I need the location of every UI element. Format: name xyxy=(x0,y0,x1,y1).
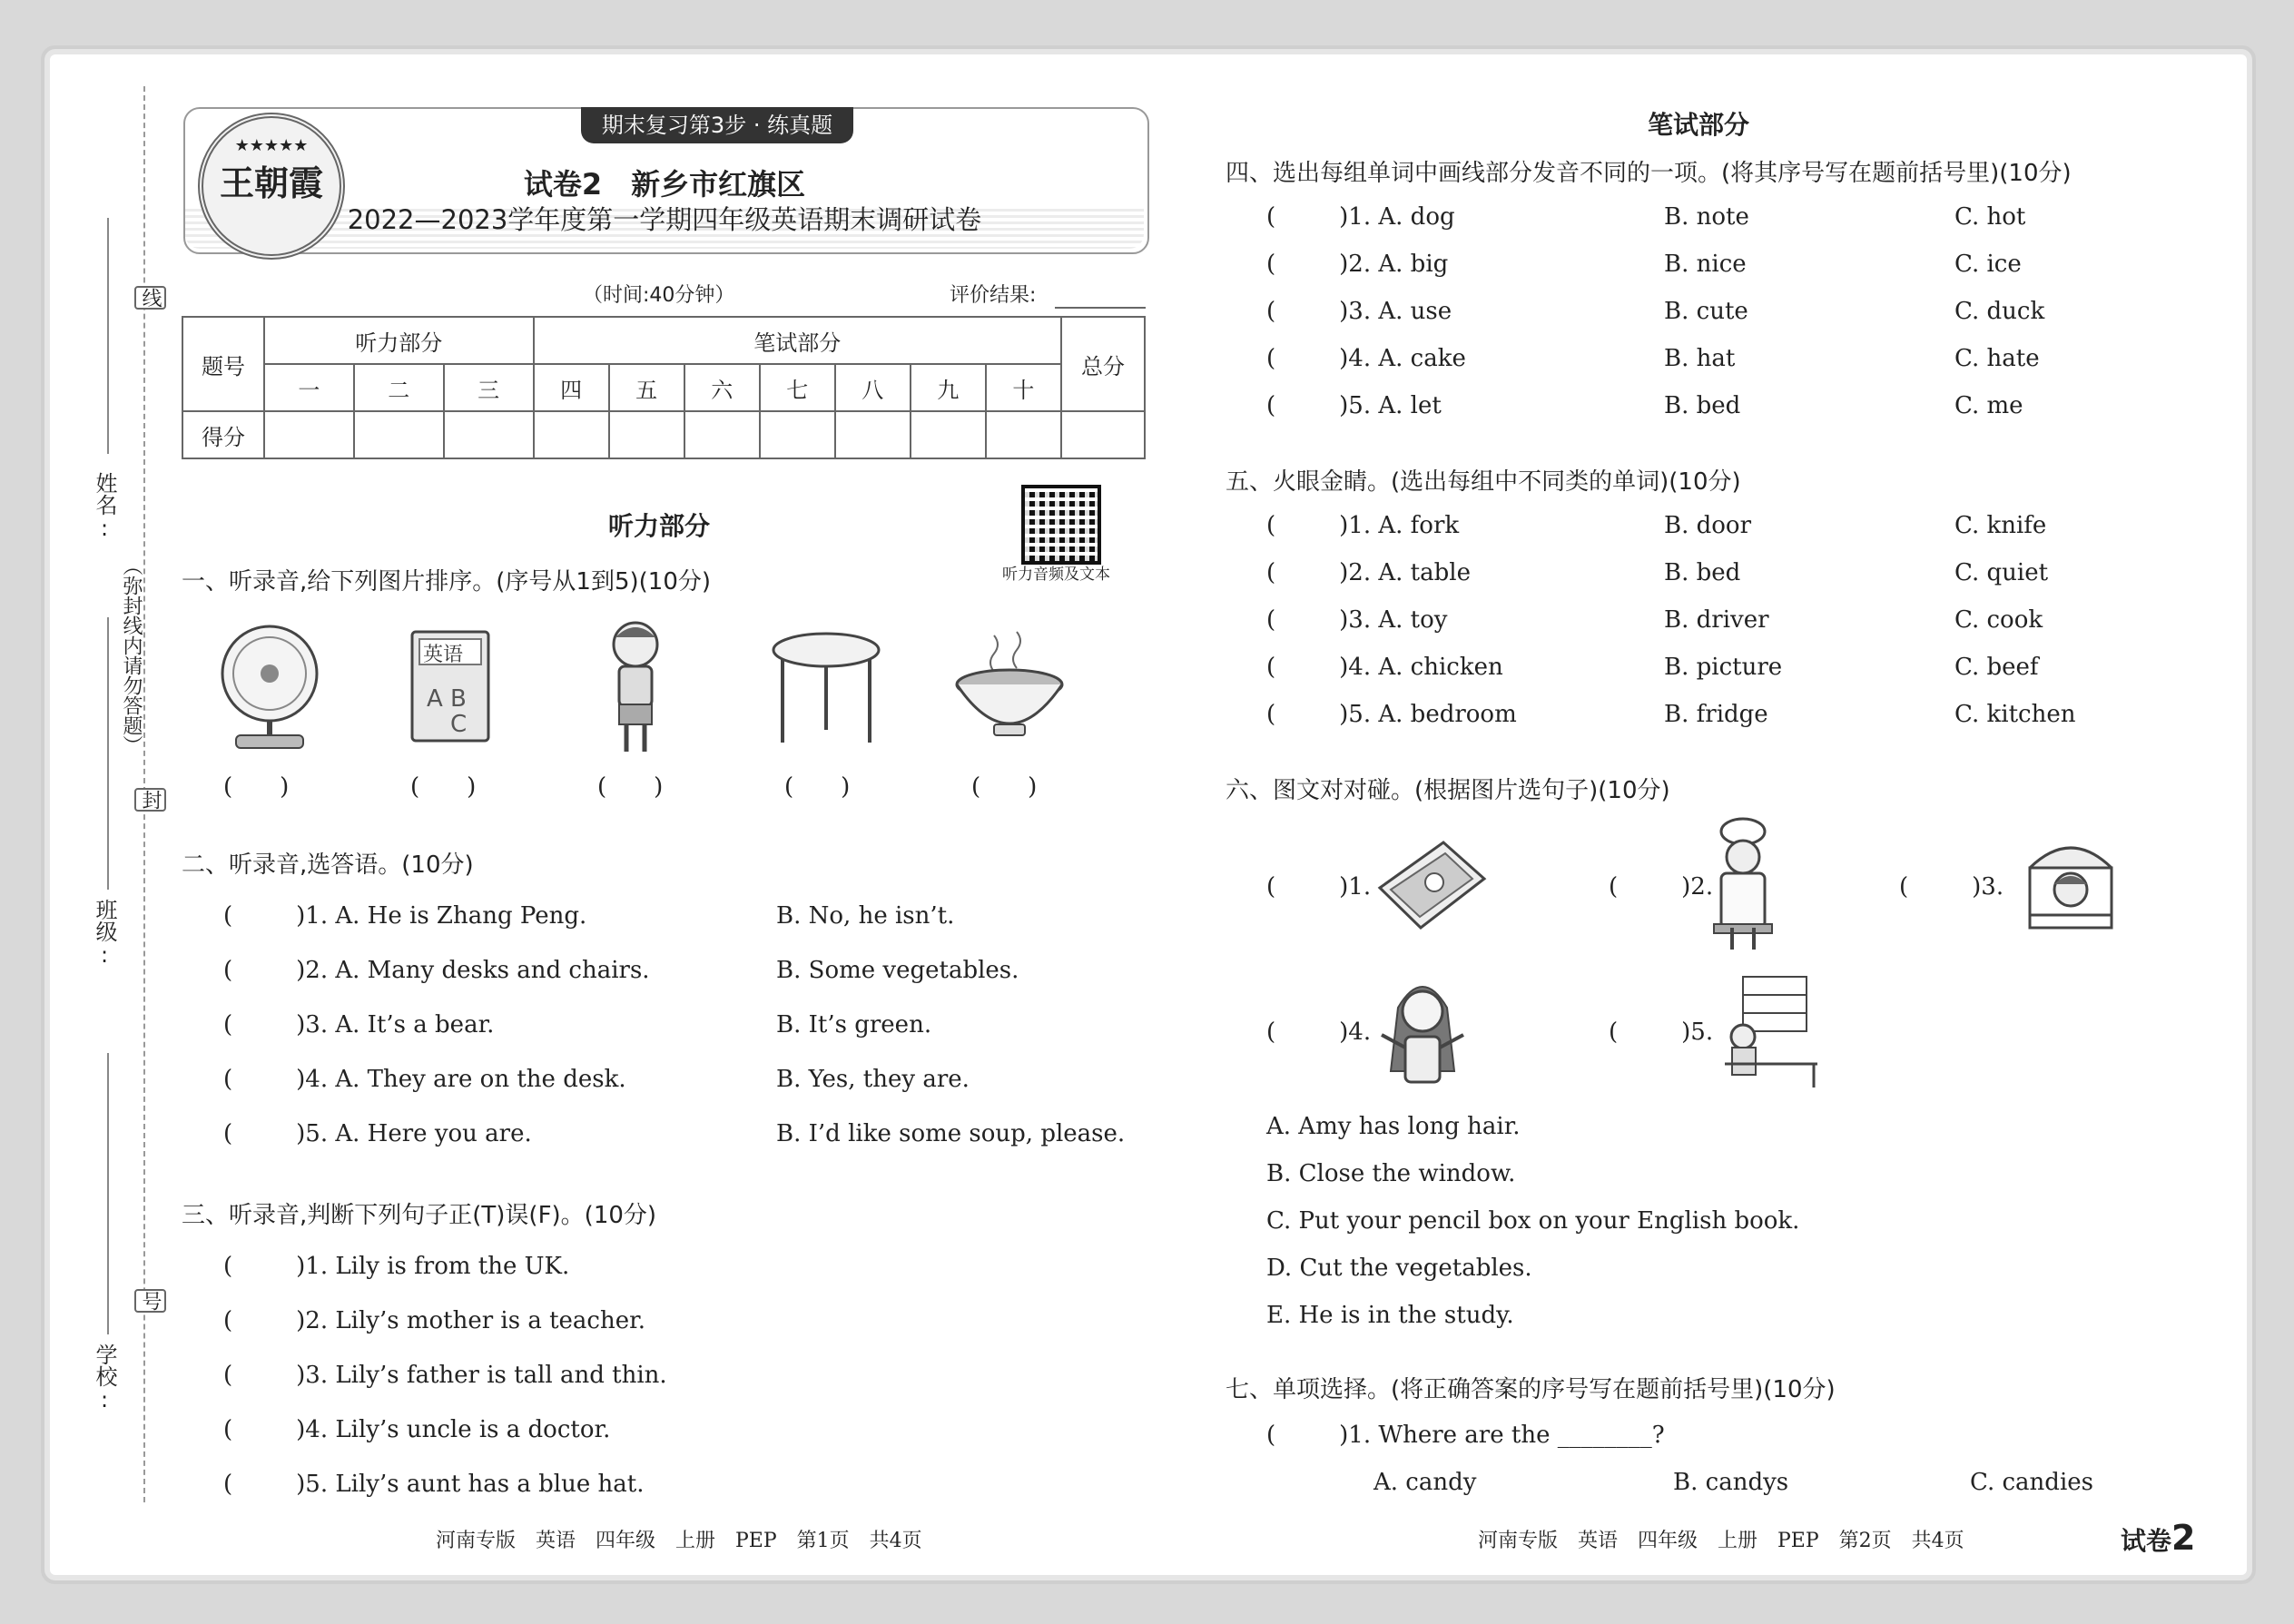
s5-opt-a: )3. A. toy xyxy=(1339,606,1448,634)
s5-opt-c: C. beef xyxy=(1954,654,2039,681)
s4-item: ( )3. A. use xyxy=(1266,298,1452,325)
s3-item-text: )5. Lily’s aunt has a blue hat. xyxy=(296,1471,645,1498)
s4-item: ( )1. A. dog xyxy=(1266,203,1455,231)
score-cell[interactable] xyxy=(609,411,684,458)
section7-title: 七、单项选择。(将正确答案的序号写在题前括号里)(10分) xyxy=(1226,1376,1836,1403)
s5-opt-c: C. cook xyxy=(1954,606,2043,634)
section4-title: 四、选出每组单词中画线部分发音不同的一项。(将其序号写在题前括号里)(10分) xyxy=(1226,160,2072,187)
paper-tag-label: 试卷 xyxy=(2121,1526,2172,1556)
score-cell[interactable] xyxy=(444,411,534,458)
th-num: 四 xyxy=(534,364,609,411)
s5-opt-b: B. bed xyxy=(1664,559,1741,586)
s6-num: ( )5. xyxy=(1609,1019,1714,1046)
section6-title: 六、图文对对碰。(根据图片选句子)(10分) xyxy=(1226,777,1670,804)
exam-title: 试卷2 新乡市红旗区 xyxy=(523,167,806,202)
th-total: 总分 xyxy=(1061,317,1145,411)
s3-item: ( )4. Lily’s uncle is a doctor. xyxy=(223,1416,611,1443)
logo-text: 王朝霞 xyxy=(219,162,323,203)
s2-item-a: )2. A. Many desks and chairs. xyxy=(296,957,650,984)
s5-opt-a: )1. A. fork xyxy=(1339,512,1460,539)
s3-item-text: )3. Lily’s father is tall and thin. xyxy=(296,1362,667,1389)
s5-opt-a: )2. A. table xyxy=(1339,559,1471,586)
s4-opt-b: B. cute xyxy=(1664,298,1748,325)
th-num: 一 xyxy=(264,364,354,411)
s7-q1: ( )1. Where are the ________? xyxy=(1266,1422,1665,1449)
star-icons: ★★★★★ xyxy=(234,136,309,155)
s6-num: ( )2. xyxy=(1609,873,1714,901)
s3-item: ( )1. Lily is from the UK. xyxy=(223,1253,570,1280)
s1-answer-paren[interactable]: ( ) xyxy=(597,773,664,801)
s6-num: ( )1. xyxy=(1266,873,1372,901)
s6-num: ( )3. xyxy=(1899,873,2004,901)
score-cell[interactable] xyxy=(684,411,760,458)
section3-title: 三、听录音,判断下列句子正(T)误(F)。(10分) xyxy=(182,1202,657,1229)
exam-sheet xyxy=(50,54,2247,1575)
s6-option: C. Put your pencil box on your English book. xyxy=(1266,1207,1800,1235)
s6-option: B. Close the window. xyxy=(1266,1160,1516,1187)
s5-opt-a: )5. A. bedroom xyxy=(1339,701,1517,728)
s2-item-b: B. No, he isn’t. xyxy=(776,902,955,930)
s2-item-b: B. I’d like some soup, please. xyxy=(776,1120,1126,1147)
s1-answer-paren[interactable]: ( ) xyxy=(971,773,1038,801)
exam-subtitle: 2022—2023学年度第一学期四年级英语期末调研试卷 xyxy=(347,204,982,235)
s5-item: ( )5. A. bedroom xyxy=(1266,701,1517,728)
s4-item: ( )5. A. let xyxy=(1266,392,1442,419)
svg-text:C: C xyxy=(450,711,468,738)
s4-opt-a: )2. A. big xyxy=(1339,251,1449,278)
pencil-box-icon xyxy=(1371,833,1489,935)
s3-item: ( )3. Lily’s father is tall and thin. xyxy=(223,1362,667,1389)
th-num: 二 xyxy=(354,364,444,411)
score-cell[interactable] xyxy=(534,411,609,458)
class-label: 班级: xyxy=(92,899,117,968)
s6-num-text: )3. xyxy=(1972,873,2004,901)
s7-opt-a: A. candy xyxy=(1373,1469,1477,1496)
s4-opt-c: C. ice xyxy=(1954,251,2022,278)
th-writing: 笔试部分 xyxy=(534,317,1061,364)
section2-title: 二、听录音,选答语。(10分) xyxy=(182,851,474,879)
s5-item: ( )3. A. toy xyxy=(1266,606,1448,634)
s5-opt-c: C. knife xyxy=(1954,512,2047,539)
s1-answer-paren[interactable]: ( ) xyxy=(410,773,477,801)
name-label: 姓名: xyxy=(92,472,117,541)
s4-opt-a: )3. A. use xyxy=(1339,298,1452,325)
s6-num-text: )2. xyxy=(1681,873,1714,901)
s4-item: ( )2. A. big xyxy=(1266,251,1449,278)
footer-right: 河南专版 英语 四年级 上册 PEP 第2页 共4页 xyxy=(1478,1530,1964,1552)
th-num: 六 xyxy=(684,364,760,411)
s5-item: ( )1. A. fork xyxy=(1266,512,1460,539)
th-num: 七 xyxy=(760,364,835,411)
s5-opt-c: C. quiet xyxy=(1954,559,2049,586)
s2-item-b: B. Some vegetables. xyxy=(776,957,1019,984)
s2-item: ( )5. A. Here you are. xyxy=(223,1120,532,1147)
section5-title: 五、火眼金睛。(选出每组中不同类的单词)(10分) xyxy=(1226,468,1741,496)
s5-item: ( )4. A. chicken xyxy=(1266,654,1503,681)
writing-heading: 笔试部分 xyxy=(1648,110,1750,140)
s4-opt-c: C. duck xyxy=(1954,298,2045,325)
listening-heading: 听力部分 xyxy=(608,511,711,541)
s6-num: ( )4. xyxy=(1266,1019,1372,1046)
s6-option: A. Amy has long hair. xyxy=(1266,1113,1521,1140)
s5-item: ( )2. A. table xyxy=(1266,559,1471,586)
score-cell[interactable] xyxy=(264,411,354,458)
s2-item: ( )3. A. It’s a bear. xyxy=(223,1011,495,1038)
s1-answer-paren[interactable]: ( ) xyxy=(784,773,851,801)
s6-option: D. Cut the vegetables. xyxy=(1266,1255,1532,1282)
seal-char: 封 xyxy=(134,788,166,812)
bowl-icon xyxy=(949,626,1071,749)
s2-item-b: B. Yes, they are. xyxy=(776,1066,970,1093)
s2-item: ( )1. A. He is Zhang Peng. xyxy=(223,902,587,930)
th-tihao: 题号 xyxy=(182,317,264,411)
score-cell[interactable] xyxy=(911,411,986,458)
s3-item-text: )2. Lily’s mother is a teacher. xyxy=(296,1307,645,1334)
s5-opt-a: )4. A. chicken xyxy=(1339,654,1503,681)
score-cell[interactable] xyxy=(354,411,444,458)
s6-num-text: )1. xyxy=(1339,873,1372,901)
review-step-tab: 期末复习第3步 · 练真题 xyxy=(581,107,853,143)
s5-opt-b: B. door xyxy=(1664,512,1752,539)
s4-opt-c: C. hate xyxy=(1954,345,2040,372)
s3-item: ( )2. Lily’s mother is a teacher. xyxy=(223,1307,645,1334)
eval-blank[interactable] xyxy=(1055,307,1146,309)
s4-item: ( )4. A. cake xyxy=(1266,345,1466,372)
s2-item: ( )2. A. Many desks and chairs. xyxy=(223,957,650,984)
s2-item-a: )4. A. They are on the desk. xyxy=(296,1066,626,1093)
s7-q1-text: )1. Where are the ________? xyxy=(1339,1422,1665,1449)
th-num: 五 xyxy=(609,364,684,411)
s5-opt-c: C. kitchen xyxy=(1954,701,2076,728)
s4-opt-b: B. note xyxy=(1664,203,1749,231)
s6-option: E. He is in the study. xyxy=(1266,1302,1514,1329)
id-char: 号 xyxy=(134,1289,166,1313)
s3-item-text: )4. Lily’s uncle is a doctor. xyxy=(296,1416,611,1443)
eval-label: 评价结果: xyxy=(950,284,1037,307)
th-num: 三 xyxy=(444,364,534,411)
fan-icon xyxy=(211,617,329,753)
s4-opt-b: B. nice xyxy=(1664,251,1747,278)
class-line xyxy=(107,617,109,890)
exam-time: （时间:40分钟） xyxy=(583,284,735,307)
score-cell[interactable] xyxy=(986,411,1061,458)
s2-item-a: )3. A. It’s a bear. xyxy=(296,1011,495,1038)
score-cell[interactable] xyxy=(1061,411,1145,458)
s3-item: ( )5. Lily’s aunt has a blue hat. xyxy=(223,1471,645,1498)
s1-answer-paren[interactable]: ( ) xyxy=(223,773,290,801)
s4-opt-b: B. hat xyxy=(1664,345,1736,372)
s4-opt-a: )4. A. cake xyxy=(1339,345,1466,372)
s7-opt-b: B. candys xyxy=(1673,1469,1789,1496)
th-defen: 得分 xyxy=(182,411,264,458)
s4-opt-c: C. me xyxy=(1954,392,2023,419)
s2-item-a: )5. A. Here you are. xyxy=(296,1120,532,1147)
s2-item-a: )1. A. He is Zhang Peng. xyxy=(296,902,587,930)
boy-icon xyxy=(599,617,672,758)
s3-item-text: )1. Lily is from the UK. xyxy=(296,1253,570,1280)
binding-notice: （弥封线内请勿答题） xyxy=(120,556,143,755)
qr-code-icon[interactable] xyxy=(1021,485,1101,565)
paper-tag-num: 2 xyxy=(2171,1518,2196,1558)
school-label: 学校: xyxy=(92,1343,117,1412)
s7-opt-c: C. candies xyxy=(1970,1469,2093,1496)
footer-left: 河南专版 英语 四年级 上册 PEP 第1页 共4页 xyxy=(436,1530,922,1552)
window-boy-icon xyxy=(2017,832,2124,933)
th-num: 十 xyxy=(986,364,1061,411)
table-icon xyxy=(770,628,883,746)
s6-num-text: )4. xyxy=(1339,1019,1372,1046)
section1-title: 一、听录音,给下列图片排序。(序号从1到5)(10分) xyxy=(182,568,712,595)
s5-opt-b: B. driver xyxy=(1664,606,1769,634)
s4-opt-b: B. bed xyxy=(1664,392,1741,419)
score-cell[interactable] xyxy=(835,411,911,458)
study-boy-icon xyxy=(1716,973,1820,1089)
s2-item-b: B. It’s green. xyxy=(776,1011,932,1038)
score-cell[interactable] xyxy=(760,411,835,458)
s4-opt-a: )5. A. let xyxy=(1339,392,1442,419)
book-icon xyxy=(407,626,497,749)
line-char: 线 xyxy=(134,286,166,310)
qr-caption: 听力音频及文本 xyxy=(1002,566,1110,584)
th-num: 八 xyxy=(835,364,911,411)
th-listening: 听力部分 xyxy=(264,317,534,364)
s6-num-text: )5. xyxy=(1681,1019,1714,1046)
s4-opt-a: )1. A. dog xyxy=(1339,203,1455,231)
s5-opt-b: B. picture xyxy=(1664,654,1783,681)
svg-text:A B: A B xyxy=(427,685,467,713)
school-line xyxy=(107,1053,109,1334)
chef-icon xyxy=(1707,817,1779,953)
s5-opt-b: B. fridge xyxy=(1664,701,1768,728)
paper-tag xyxy=(2121,1518,2195,1558)
book-cover-text: 英语 xyxy=(423,644,464,666)
name-line xyxy=(107,218,109,454)
s4-opt-c: C. hot xyxy=(1954,203,2026,231)
s2-item: ( )4. A. They are on the desk. xyxy=(223,1066,626,1093)
th-num: 九 xyxy=(911,364,986,411)
score-table xyxy=(182,316,1146,459)
girl-icon xyxy=(1373,971,1472,1091)
